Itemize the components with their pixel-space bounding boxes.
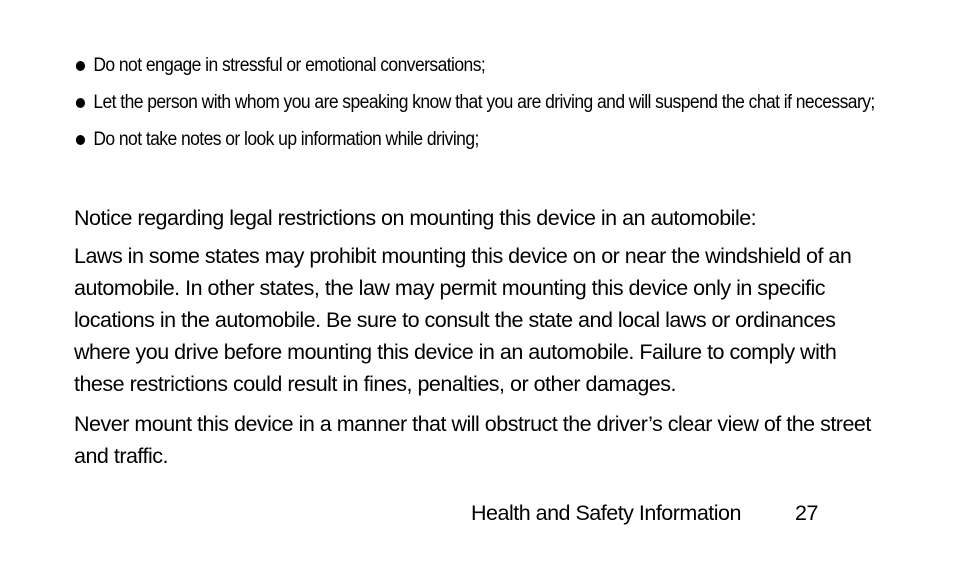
bullet-dot-icon <box>76 98 85 108</box>
bullet-text: Let the person with whom you are speaking know that you are driving and will suspend the chat if necessary; <box>93 92 875 113</box>
never-mount-paragraph: Never mount this device in a manner that will obstruct the driver’s clear view of the street and traffic. <box>74 412 871 468</box>
bullet-list <box>74 48 874 157</box>
bullet-item <box>74 85 885 120</box>
bullet-text: Do not engage in stressful or emotional conversations; <box>93 55 486 76</box>
laws-paragraph: Laws in some states may prohibit mounting this device on or near the windshield of an automobile. In other states, the law may permit mounting this device only in specific locations in the automobile. Be sure to consult the state and local laws or ordinances where you drive before mounting this device in an automobile. Failure to comply with these restrictions could result in fines, penalties, or other damages. <box>74 244 852 396</box>
page-number: 27 <box>795 501 818 525</box>
bullet-item <box>74 48 885 83</box>
notice-heading: Notice regarding legal restrictions on mounting this device in an automobile: <box>74 206 757 230</box>
bullet-item <box>74 122 885 157</box>
footer-section-title: Health and Safety Information <box>471 501 741 525</box>
bullet-dot-icon <box>76 61 85 71</box>
bullet-text: Do not take notes or look up information while driving; <box>93 129 479 150</box>
bullet-dot-icon <box>76 135 85 145</box>
